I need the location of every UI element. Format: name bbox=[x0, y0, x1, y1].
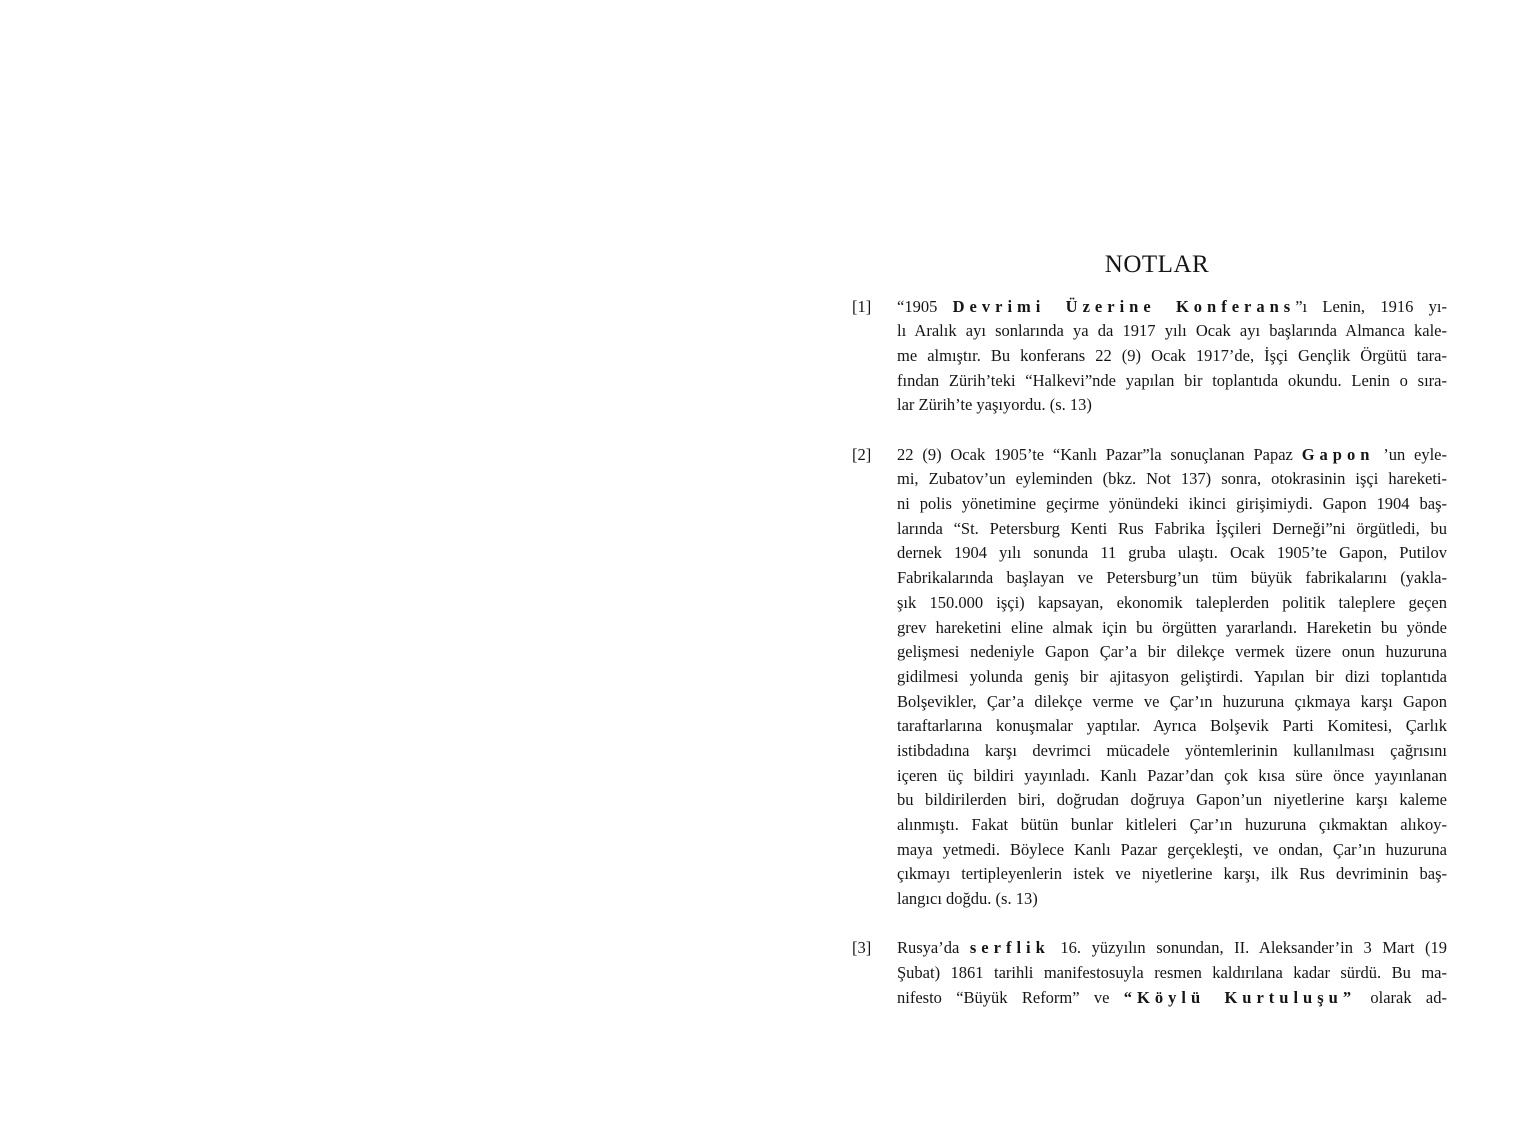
note-line bbox=[897, 986, 1447, 1011]
note-line: larında “St. Petersburg Kenti Rus Fabrika İşçileri Derneği”ni örgütledi, bu bbox=[897, 518, 1447, 538]
note-line: şık 150.000 işçi) kapsayan, ekonomik taleplerden politik taleplere geçen bbox=[897, 592, 1447, 612]
note-line: istibdadına karşı devrimci mücadele yöntemlerinin kullanılması çağrısını bbox=[897, 740, 1447, 760]
note-line: langıcı doğdu. (s. 13) bbox=[897, 889, 1038, 909]
note-line: alınmıştı. Fakat bütün bunlar kitleleri Çar’ın huzuruna çıkmaktan alıkoy- bbox=[897, 815, 1447, 835]
note-line: maya yetmedi. Böylece Kanlı Pazar gerçekleşti, ve ondan, Çar’ın huzuruna bbox=[897, 839, 1447, 859]
notes-list bbox=[852, 295, 1447, 1036]
note-line: bu bildirilerden biri, doğrudan doğruya Gapon’un niyetlerine karşı kaleme bbox=[897, 790, 1447, 810]
note-label: [2] bbox=[852, 444, 872, 464]
note-line: me almıştır. Bu konferans 22 (9) Ocak 1917’de, İşçi Gençlik Örgütü tara- bbox=[897, 345, 1447, 365]
note-line bbox=[897, 936, 1447, 961]
note-line: grev hareketini eline almak için bu örgütten yararlandı. Hareketin bu yönde bbox=[897, 617, 1447, 637]
note-text bbox=[897, 295, 1447, 418]
emphasized-term: serflik bbox=[969, 938, 1050, 958]
text-run: nifesto “Büyük Reform” ve bbox=[897, 987, 1124, 1007]
note-line: taraftarlarına konuşmalar yaptılar. Ayrıca Bolşevik Parti Komitesi, Çarlık bbox=[897, 716, 1447, 736]
note-line: dernek 1904 yılı sonunda 11 gruba ulaştı. Ocak 1905’te Gapon, Putilov bbox=[897, 543, 1447, 563]
emphasized-term: “Köylü Kurtuluşu” bbox=[1123, 987, 1357, 1007]
text-run: ”ı Lenin, 1916 yı- bbox=[1295, 296, 1447, 316]
note-line bbox=[897, 295, 1447, 320]
note-2 bbox=[852, 443, 1447, 912]
page-title: NOTLAR bbox=[1104, 251, 1210, 278]
note-line: Şubat) 1861 tarihli manifestosuyla resmen kaldırılana kadar sürdü. Bu ma- bbox=[897, 963, 1447, 983]
text-run: 16. yüzyılın sonundan, II. Aleksander’in 3 Mart (19 bbox=[1049, 938, 1447, 958]
note-3 bbox=[852, 936, 1447, 1010]
note-line bbox=[897, 443, 1447, 468]
note-1 bbox=[852, 295, 1447, 418]
text-run: Rusya’da bbox=[897, 938, 970, 958]
emphasized-term: Gapon bbox=[1301, 444, 1375, 464]
note-line: çıkmayı tertipleyenlerin istek ve niyetlerine karşı, ilk Rus devriminin baş- bbox=[897, 864, 1447, 884]
note-text bbox=[897, 443, 1447, 912]
note-line: ni polis yönetimine geçirme yönündeki ikinci girişimiydi. Gapon 1904 baş- bbox=[897, 494, 1447, 514]
note-line: gidilmesi yolunda geniş bir ajitasyon geliştirdi. Yapılan bir dizi toplantıda bbox=[897, 666, 1447, 686]
note-line: lar Zürih’te yaşıyordu. (s. 13) bbox=[897, 395, 1092, 415]
emphasized-term: Devrimi Üzerine Konferans bbox=[952, 296, 1296, 316]
text-run: “1905 bbox=[897, 296, 953, 316]
note-line: Fabrikalarında başlayan ve Petersburg’un tüm büyük fabrikalarını (yakla- bbox=[897, 568, 1447, 588]
note-line: mi, Zubatov’un eyleminden (bkz. Not 137) sonra, otokrasinin işçi hareketi- bbox=[897, 469, 1447, 489]
note-line: fından Zürih’teki “Halkevi”nde yapılan bir toplantıda okundu. Lenin o sıra- bbox=[897, 370, 1447, 390]
text-run: olarak ad- bbox=[1356, 987, 1447, 1007]
note-label: [3] bbox=[852, 938, 872, 958]
text-run: ’un eyle- bbox=[1374, 444, 1447, 464]
note-line: içeren üç bildiri yayınladı. Kanlı Pazar’dan çok kısa süre önce yayınlanan bbox=[897, 765, 1447, 785]
note-text bbox=[897, 936, 1447, 1010]
text-run: 22 (9) Ocak 1905’te “Kanlı Pazar”la sonuçlanan Papaz bbox=[897, 444, 1302, 464]
note-line: gelişmesi nedeniyle Gapon Çar’a bir dilekçe vermek üzere onun huzuruna bbox=[897, 642, 1447, 662]
note-label: [1] bbox=[852, 296, 872, 316]
note-line: lı Aralık ayı sonlarında ya da 1917 yılı Ocak ayı başlarında Almanca kale- bbox=[897, 321, 1447, 341]
note-line: Bolşevikler, Çar’a dilekçe verme ve Çar’ın huzuruna çıkmaya karşı Gapon bbox=[897, 691, 1447, 711]
